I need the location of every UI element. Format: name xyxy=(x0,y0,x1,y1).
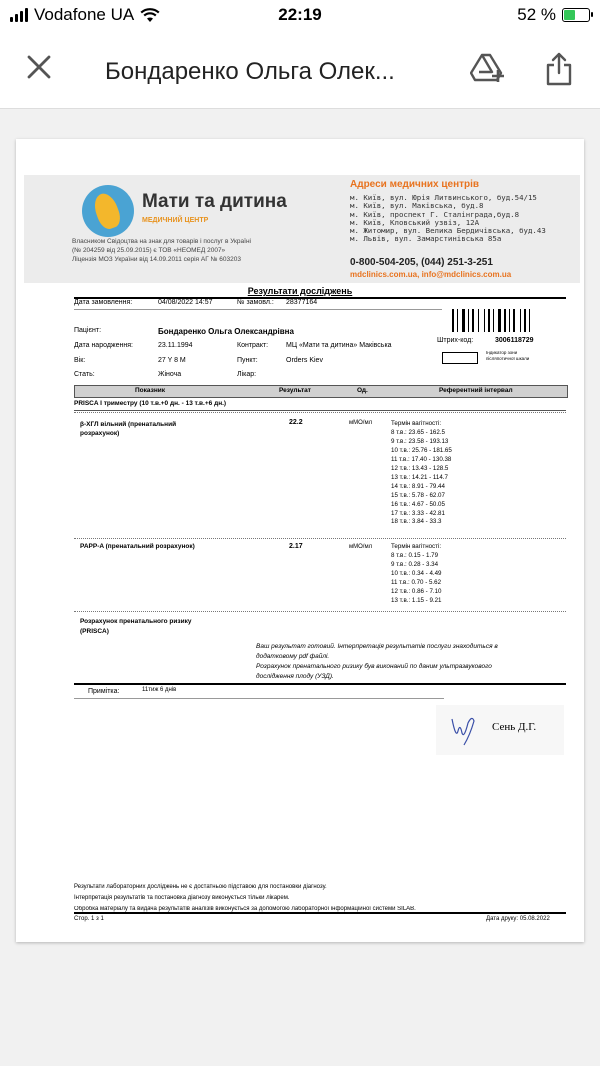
risk-calc-name: Розрахунок пренатального ризику (PRISCA) xyxy=(80,618,192,635)
remark-value: 11тиж 6 днів xyxy=(142,687,177,693)
divider xyxy=(74,912,566,914)
test-name: β-ХГЛ вільний (пренатальний розрахунок) xyxy=(80,421,177,437)
clinic-header xyxy=(24,175,580,283)
barcode-bar xyxy=(488,309,490,332)
pdf-viewer[interactable] xyxy=(0,109,600,1066)
barcode-bar xyxy=(472,309,474,332)
signature-icon xyxy=(446,709,486,749)
clinic-logo-icon xyxy=(82,185,134,237)
addresses-list: м. Київ, вул. Юрія Литвинського, буд.54/15 м. Київ, вул. Маківська, буд.8 м. Київ, проспект Г. Сталінграда,буд.8 м. Київ, Кловський узвіз, 12А м. Житомир, вул. Велика Бердичівська, буд.43 м. Львів, вул. Замарстинівська 85а xyxy=(350,193,546,244)
clinic-phone: 0-800-504-205, (044) 251-3-251 xyxy=(350,257,493,268)
divider xyxy=(74,412,566,413)
barcode-image xyxy=(452,309,548,332)
results-table-header xyxy=(74,385,568,398)
test-result: 2.17 xyxy=(289,543,303,550)
contract-value: МЦ «Мати та дитина» Маківська xyxy=(286,342,392,349)
clock: 22:19 xyxy=(278,5,322,24)
footer-line: Інтерпретація результатів та постановка діагнозу виконується тільки лікарем. xyxy=(74,895,290,901)
carrier-name: Vodafone UA xyxy=(34,5,135,24)
order-no-label: № замовл.: xyxy=(237,299,274,306)
divider xyxy=(74,538,566,539)
test-result: 22.2 xyxy=(289,419,303,426)
results-title: Результати досліджень xyxy=(247,286,353,296)
col-unit: Од. xyxy=(357,387,368,394)
barcode-bar xyxy=(452,309,454,332)
signature-name: Сень Д.Г. xyxy=(492,721,537,733)
barcode-bar xyxy=(509,309,510,332)
barcode-bar xyxy=(520,309,521,332)
barcode-bar xyxy=(484,309,485,332)
clinic-website: mdclinics.com.ua, info@mdclinics.com.ua xyxy=(350,270,512,279)
share-icon[interactable] xyxy=(544,52,574,86)
col-reference: Референтний інтервал xyxy=(439,387,513,394)
dob-value: 23.11.1994 xyxy=(158,342,193,349)
point-label: Пункт: xyxy=(237,357,258,364)
barcode-bar xyxy=(493,309,494,332)
sex-label: Стать: xyxy=(74,371,95,378)
col-indicator: Показник xyxy=(135,387,165,394)
divider xyxy=(74,611,566,612)
certificate-info: Власником Свідоцтва на знак для товарів і послуг в Україні (№ 204259 від 25.09.2015) є ТОВ «НЕОМЕД 2007» Ліцензія МОЗ України від 14.09.2011 серія АГ № 603203 xyxy=(72,238,251,263)
barcode-bar xyxy=(524,309,526,332)
add-to-drive-icon[interactable] xyxy=(470,52,506,84)
divider xyxy=(74,297,566,299)
clinic-brand-sub: МЕДИЧНИЙ ЦЕНТР xyxy=(142,217,209,224)
divider xyxy=(74,698,444,699)
signature-block xyxy=(436,705,564,755)
barcode-bar xyxy=(478,309,479,332)
battery-icon xyxy=(562,8,590,22)
patient-label: Пацієнт: xyxy=(74,327,102,334)
close-icon xyxy=(26,54,52,80)
test-reference: Термін вагітності: 8 т.в.: 23.65 - 162.5 9 т.в.: 23.58 - 193.13 10 т.в.: 25.76 - 181.65 11 т.в.: 17.40 - 130.38 12 т.в.: 13.43 - 128.5 13 т.в.: 14.21 - 114.7 14 т.в.: 8.91 - 79.44 15 т.в.: 5.78 - 62.07 16 т.в.: 4.67 - 50.05 17 т.в.: 3.33 - 42.81 18 т.в.: 3.84 - 33.3 xyxy=(391,420,452,526)
section-title: PRISCA I триместру (10 т.в.+0 дн. - 13 т.в.+6 дн.) xyxy=(74,400,227,407)
barcode-bar xyxy=(462,309,465,332)
page-number: Стор. 1 з 1 xyxy=(74,916,104,922)
test-reference: Термін вагітності: 8 т.в.: 0.15 - 1.79 9 т.в.: 0.28 - 3.34 10 т.в.: 0.34 - 4.49 11 т.в.: 0.70 - 5.62 12 т.в.: 0.86 - 7.10 13 т.в.: 1.15 - 9.21 xyxy=(391,543,442,604)
battery-percent: 52 % xyxy=(517,5,556,24)
print-date: Дата друку: 05.08.2022 xyxy=(486,916,550,922)
document-page xyxy=(16,139,584,942)
clinic-brand: Мати та дитина xyxy=(142,191,287,212)
barcode-bar xyxy=(468,309,469,332)
dob-label: Дата народження: xyxy=(74,342,133,349)
status-bar xyxy=(0,0,600,32)
doctor-label: Лікар: xyxy=(237,371,257,378)
battery-status xyxy=(517,5,590,25)
barcode-bar xyxy=(529,309,530,332)
document-title: Бондаренко Ольга Олек... xyxy=(105,58,395,85)
divider xyxy=(74,309,442,310)
barcode-number: 3006118729 xyxy=(495,337,534,344)
test-unit: мМО/мл xyxy=(349,420,373,426)
sex-value: Жіноча xyxy=(158,371,182,378)
barcode-bar xyxy=(457,309,458,332)
close-button[interactable] xyxy=(26,52,52,86)
zone-indicator-label: Індикатор зони післяпотичної шкали xyxy=(486,350,530,361)
addresses-title: Адреси медичних центрів xyxy=(350,179,480,190)
zone-indicator-box xyxy=(442,352,478,364)
divider xyxy=(74,683,566,685)
test-name: PAPP-A (пренатальний розрахунок) xyxy=(80,543,195,550)
order-date: 04/08/2022 14:57 xyxy=(158,299,213,306)
remark-label: Примітка: xyxy=(88,688,120,695)
age-value: 27 Y 8 M xyxy=(158,357,186,364)
risk-note: Ваш результат готовий. Інтерпретація результатів послуги знаходиться в додатковому pdf файлі. Розрахунок пренатального ризику був виконаний по даним ультразвукового дослідження плоду (УЗД). xyxy=(256,643,498,680)
barcode-bar xyxy=(504,309,506,332)
divider xyxy=(74,410,566,411)
contract-label: Контракт: xyxy=(237,342,269,349)
footer-line: Обробка матеріалу та видача результатів аналізів виконується за допомогою лабораторної інформаційної системи SILAB. xyxy=(74,906,416,912)
col-result: Результат xyxy=(279,387,311,394)
age-label: Вік: xyxy=(74,357,86,364)
barcode-bar xyxy=(513,309,515,332)
footer-line: Результати лабораторних досліджень не є достатньою підставою для постановки діагнозу. xyxy=(74,884,327,890)
order-date-label: Дата замовлення: xyxy=(74,299,133,306)
barcode-label: Штрих-код: xyxy=(437,337,474,344)
barcode-bar xyxy=(498,309,501,332)
point-value: Orders Kiev xyxy=(286,357,323,364)
order-no: 28377164 xyxy=(286,299,318,306)
nav-bar xyxy=(0,32,600,109)
test-unit: мМО/мл xyxy=(349,544,373,550)
patient-name: Бондаренко Ольга Олександрівна xyxy=(158,327,294,336)
